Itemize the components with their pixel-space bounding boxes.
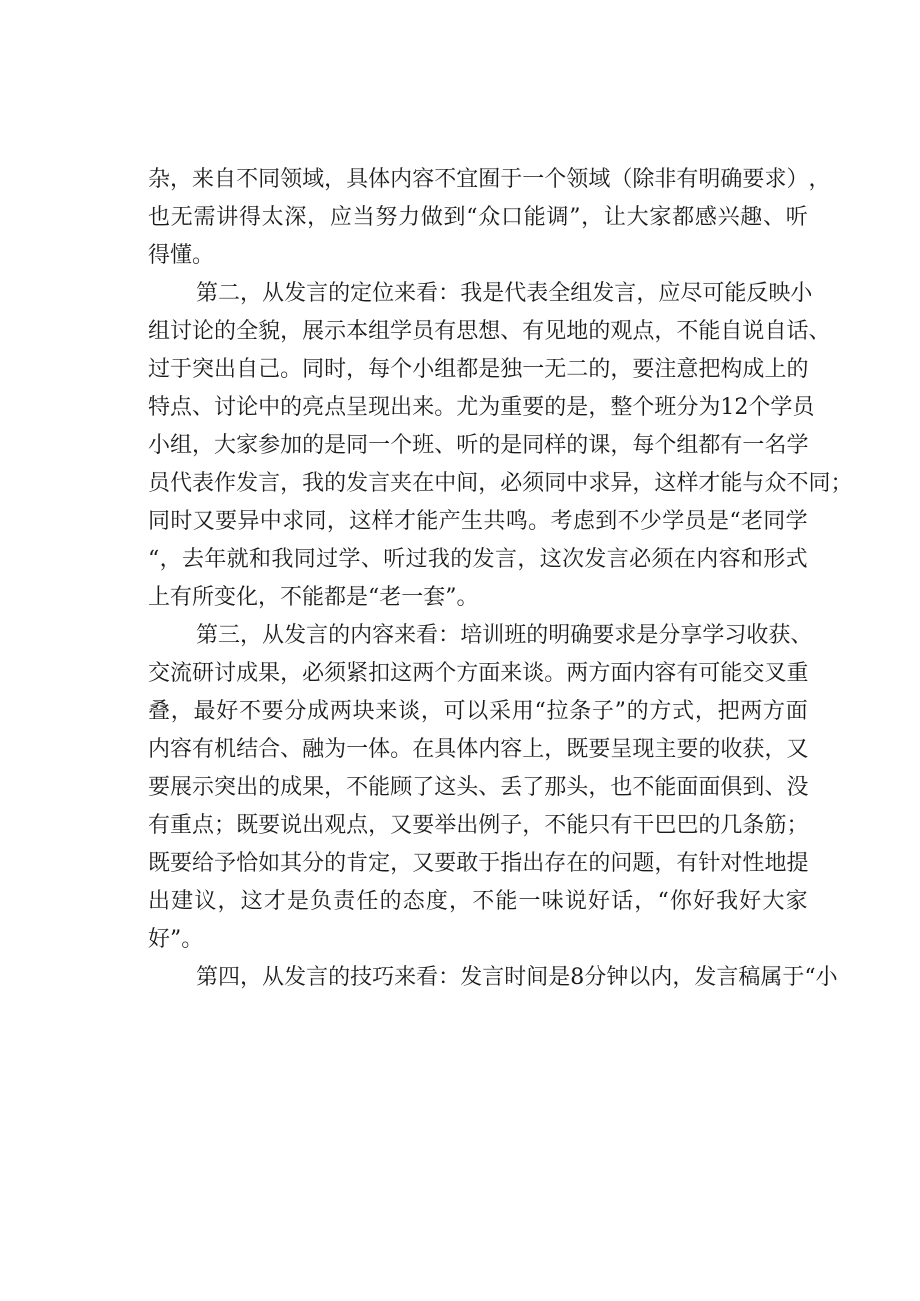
text-line: 既 要 给 予 恰 如 其 分 的 肯 定 ， 又 要 敢 于 指 出 存 在 的 问 题 ， 有 针 对 性 地 提 — [148, 851, 809, 876]
paragraph-first-line: 第 四 ， 从 发 言 的 技 巧 来 看 ： 发 言 时 间 是 8 分 钟 以 内 ， 发 言 稿 属 于 “ 小 — [196, 965, 838, 990]
text-line: 上有所变化，不能都是“老一套”。 — [148, 585, 479, 610]
paragraph-first-line: 第 三 ， 从 发 言 的 内 容 来 看 ： 培 训 班 的 明 确 要 求 是 分 享 学 习 收 获 、 — [196, 623, 813, 648]
text-line: 小 组 ， 大 家 参 加 的 是 同 一 个 班 、 听 的 是 同 样 的 课 ， 每 个 组 都 有 一 名 学 — [148, 433, 809, 458]
text-line: 过 于 突 出 自 己 。 同 时 ， 每 个 小 组 都 是 独 一 无 二 的 ， 要 注 意 把 构 成 上 的 — [148, 357, 809, 382]
text-line: 杂 ， 来 自 不 同 领 域 ， 具 体 内 容 不 宜 囿 于 一 个 领 域 （ 除 非 有 明 确 要 求 ） ， — [148, 167, 831, 192]
text-line: 好”。 — [148, 927, 204, 952]
text-line: 特 点 、 讨 论 中 的 亮 点 呈 现 出 来 。 尤 为 重 要 的 是 ， 整 个 班 分 为 12 个 学 员 — [148, 395, 815, 420]
text-line: 交 流 研 讨 成 果 ， 必 须 紧 扣 这 两 个 方 面 来 谈 。 两 方 面 内 容 有 可 能 交 叉 重 — [148, 661, 809, 686]
text-line: 叠 ， 最 好 不 要 分 成 两 块 来 谈 ， 可 以 采 用 “ 拉 条 子 ” 的 方 式 ， 把 两 方 面 — [148, 699, 808, 724]
text-line: 也 无 需 讲 得 太 深 ， 应 当 努 力 做 到 “ 众 口 能 调 ” ， 让 大 家 都 感 兴 趣 、 听 — [148, 205, 808, 230]
text-line: 员 代 表 作 发 言 ， 我 的 发 言 夹 在 中 间 ， 必 须 同 中 求 异 ， 这 样 才 能 与 众 不 同 ； — [148, 471, 853, 496]
text-line: 出 建 议 ， 这 才 是 负 责 任 的 态 度 ， 不 能 一 味 说 好 话 ， “ 你 好 我 好 大 家 — [148, 889, 808, 914]
text-line: 要 展 示 突 出 的 成 果 ， 不 能 顾 了 这 头 、 丢 了 那 头 ， 也 不 能 面 面 俱 到 、 没 — [148, 775, 809, 800]
document-body — [148, 161, 853, 997]
text-line: 同 时 又 要 异 中 求 同 ， 这 样 才 能 产 生 共 鸣 。 考 虑 到 不 少 学 员 是 “ 老 同 学 — [148, 509, 808, 534]
text-line: 有 重 点 ； 既 要 说 出 观 点 ， 又 要 举 出 例 子 ， 不 能 只 有 干 巴 巴 的 几 条 筋 ； — [148, 813, 809, 838]
paragraph-first-line: 第 二 ， 从 发 言 的 定 位 来 看 ： 我 是 代 表 全 组 发 言 ， 应 尽 可 能 反 映 小 — [196, 281, 813, 306]
text-line: 内 容 有 机 结 合 、 融 为 一 体 。 在 具 体 内 容 上 ， 既 要 呈 现 主 要 的 收 获 ， 又 — [148, 737, 809, 762]
text-line: “ ， 去 年 就 和 我 同 过 学 、 听 过 我 的 发 言 ， 这 次 发 言 必 须 在 内 容 和 形 式 — [148, 547, 808, 572]
text-line: 得懂。 — [148, 243, 215, 268]
text-line: 组 讨 论 的 全 貌 ， 展 示 本 组 学 员 有 思 想 、 有 见 地 的 观 点 ， 不 能 自 说 自 话 、 — [148, 319, 831, 344]
